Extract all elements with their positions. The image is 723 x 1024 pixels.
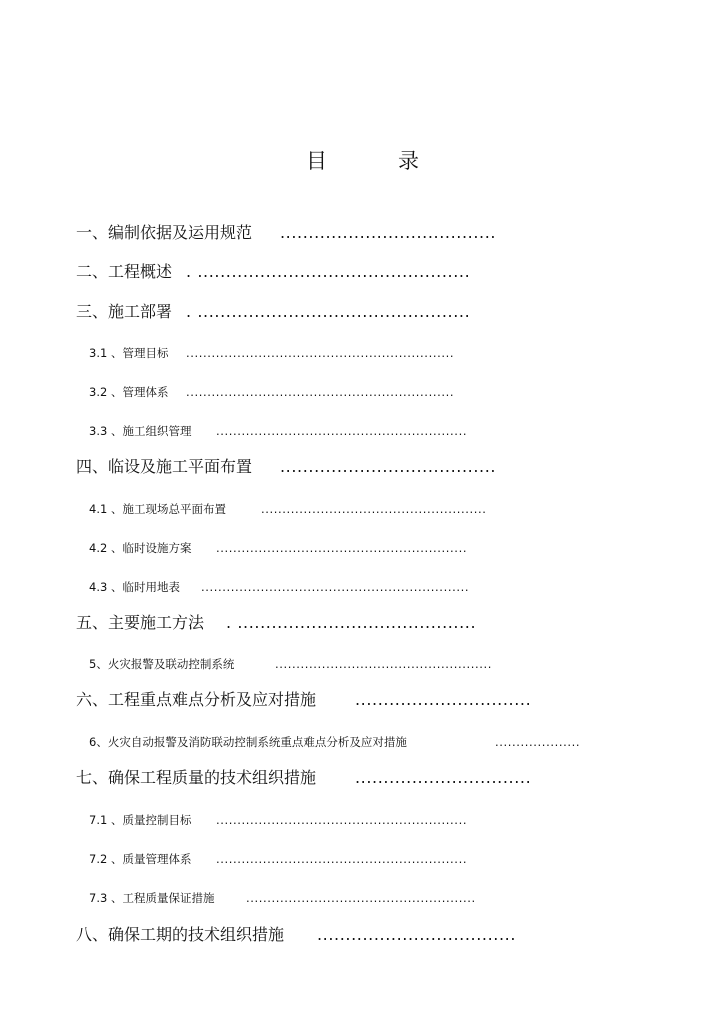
toc-label: 5、火灾报警及联动控制系统 <box>89 657 235 671</box>
page-title <box>0 146 723 176</box>
toc-leader: .................... <box>495 735 581 749</box>
toc-label: 6、火灾自动报警及消防联动控制系统重点难点分析及应对措施 <box>89 735 407 749</box>
toc-label: 六、工程重点难点分析及应对措施 <box>76 690 317 709</box>
toc-label: 3.1 、管理目标 <box>89 346 169 360</box>
toc-label: 3.2 、管理体系 <box>89 385 169 399</box>
toc-leader: ............................... <box>355 768 532 787</box>
toc-leader: . .......................................... <box>226 613 477 632</box>
toc-label: 七、确保工程质量的技术组织措施 <box>76 768 317 787</box>
toc-leader: ...................................... <box>280 223 497 242</box>
title-char-1: 目 <box>306 149 327 173</box>
toc-label: 三、施工部署 <box>76 302 173 321</box>
toc-label: 7.1 、质量控制目标 <box>89 813 192 827</box>
toc-leader: ...................................... <box>280 457 497 476</box>
toc-leader: ................................................... <box>275 657 493 671</box>
toc-leader: ............................................................... <box>201 580 470 594</box>
toc-leader: . ................................................ <box>186 302 471 321</box>
toc-leader: ..................................................... <box>261 502 487 516</box>
toc-label: 4.1 、施工现场总平面布置 <box>89 502 226 516</box>
toc-label: 7.2 、质量管理体系 <box>89 852 192 866</box>
toc-leader: ........................................................... <box>216 813 468 827</box>
toc-leader: ............................................................... <box>186 346 455 360</box>
toc-leader: ........................................................... <box>216 541 468 555</box>
toc-leader: ...................................................... <box>246 891 476 905</box>
toc-leader: ........................................................... <box>216 852 468 866</box>
toc-leader: ............................... <box>355 690 532 709</box>
toc-label: 四、临设及施工平面布置 <box>76 457 253 476</box>
toc-leader: ........................................................... <box>216 424 468 438</box>
toc-label: 二、工程概述 <box>76 262 173 281</box>
toc-label: 一、编制依据及运用规范 <box>76 223 253 242</box>
toc-leader: ............................................................... <box>186 385 455 399</box>
toc-label: 4.3 、临时用地表 <box>89 580 180 594</box>
toc-label: 五、主要施工方法 <box>76 613 205 632</box>
toc-label: 3.3 、施工组织管理 <box>89 424 192 438</box>
toc-label: 八、确保工期的技术组织措施 <box>76 925 285 944</box>
toc-label: 7.3 、工程质量保证措施 <box>89 891 215 905</box>
toc-leader: . ................................................ <box>186 262 471 281</box>
toc-label: 4.2 、临时设施方案 <box>89 541 192 555</box>
title-char-2: 录 <box>398 149 419 173</box>
toc-leader: ................................... <box>317 925 517 944</box>
